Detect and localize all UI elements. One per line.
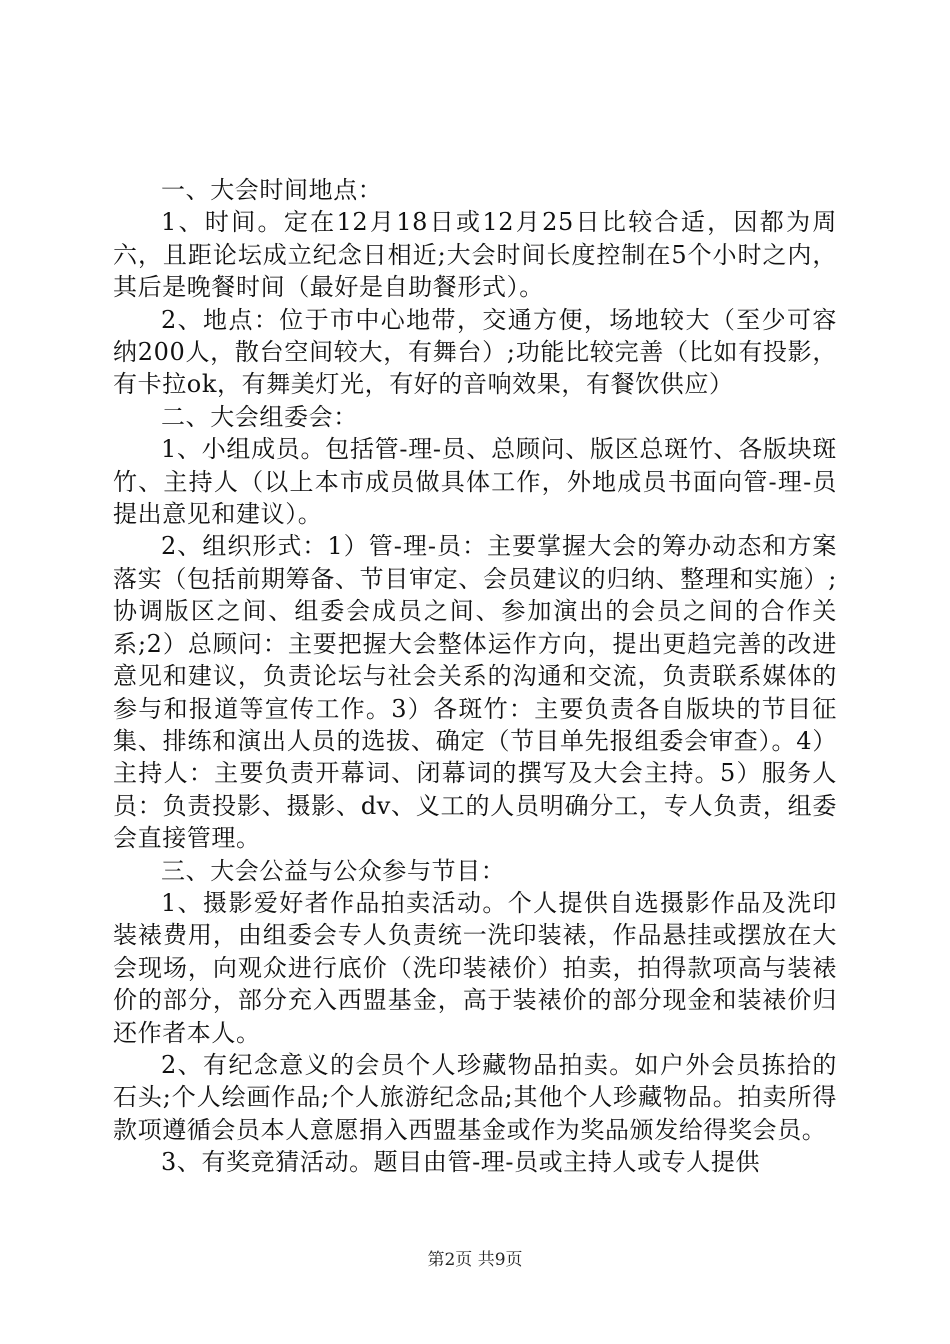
paragraph-members: 1、小组成员。包括管-理-员、总顾问、版区总斑竹、各版块斑竹、主持人（以上本市成员做具体工作，外地成员书面向管-理-员提出意见和建议）。 bbox=[113, 435, 837, 529]
section-heading-1: 一、大会时间地点： bbox=[161, 176, 383, 204]
paragraph-organization: 2、组织形式：1）管-理-员：主要掌握大会的筹办动态和方案落实（包括前期筹备、节目审定、会员建议的归纳、整理和实施）;协调版区之间、组委会成员之间、参加演出的会员之间的合作关系;2）总顾问：主要把握大会整体运作方向，提出更趋完善的改进意见和建议，负责论坛与社会关系的沟通和交流，负责联系媒体的参与和报道等宣传工作。3）各斑竹：主要负责各自版块的节目征集、排练和演出人员的选拔、确定（节目单先报组委会审查）。4）主持人：主要负责开幕词、闭幕词的撰写及大会主持。5）服务人员：负责投影、摄影、dv、义工的人员明确分工，专人负责，组委会直接管理。 bbox=[113, 532, 837, 853]
paragraph-photo-auction: 1、摄影爱好者作品拍卖活动。个人提供自选摄影作品及洗印装裱费用，由组委会专人负责统一洗印装裱，作品悬挂或摆放在大会现场，向观众进行底价（洗印装裱价）拍卖，拍得款项高与装裱价的部分，部分充入西盟基金，高于装裱价的部分现金和装裱价归还作者本人。 bbox=[113, 888, 837, 1047]
paragraph-venue: 2、地点：位于市中心地带，交通方便，场地较大（至少可容纳200人，散台空间较大，有舞台）;功能比较完善（比如有投影，有卡拉ok，有舞美灯光，有好的音响效果，有餐饮供应） bbox=[113, 305, 837, 399]
document-body bbox=[113, 174, 837, 1179]
paragraph-collection-auction: 2、有纪念意义的会员个人珍藏物品拍卖。如户外会员拣拾的石头;个人绘画作品;个人旅游纪念品;其他个人珍藏物品。拍卖所得款项遵循会员本人意愿捐入西盟基金或作为奖品颁发给得奖会员。 bbox=[113, 1050, 837, 1144]
section-heading-3: 三、大会公益与公众参与节目： bbox=[161, 856, 506, 885]
paragraph-time: 1、时间。定在12月18日或12月25日比较合适，因都为周六，且距论坛成立纪念日相近;大会时间长度控制在5个小时之内，其后是晚餐时间（最好是自助餐形式）。 bbox=[113, 208, 837, 302]
section-heading-2: 二、大会组委会： bbox=[161, 402, 358, 431]
page-number-footer: 第2页 共9页 bbox=[427, 1250, 523, 1270]
paragraph-quiz: 3、有奖竞猜活动。题目由管-理-员或主持人或专人提供 bbox=[161, 1148, 761, 1177]
